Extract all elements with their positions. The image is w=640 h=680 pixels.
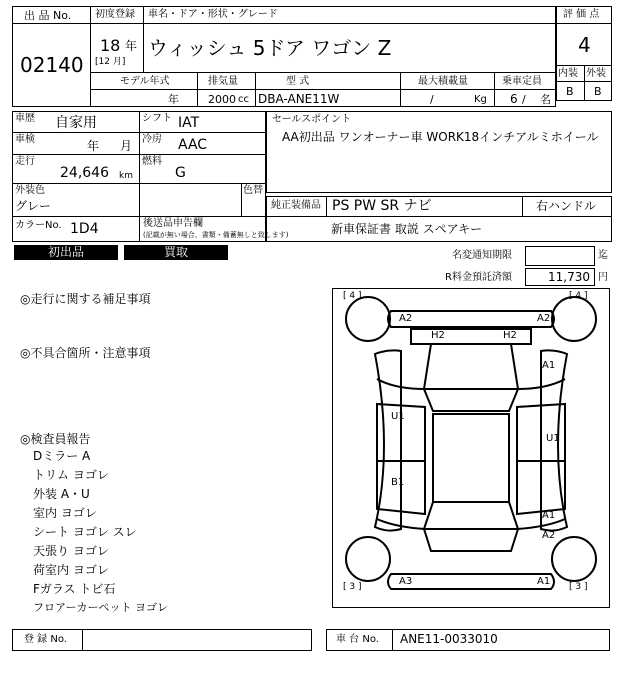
- lot-label: 出 品 No.: [24, 9, 72, 22]
- mark-rear-fender-right-upper: A1: [542, 510, 556, 521]
- aftersend-label: 後送品申告欄: [143, 218, 203, 229]
- notice-field: [525, 246, 595, 266]
- shift-label: シフト: [142, 113, 172, 124]
- interior-label: 内装: [558, 68, 578, 79]
- rear-right-wheel: [552, 537, 596, 581]
- mark-door-rear-left: B1: [391, 477, 405, 488]
- mileage: 24,646: [60, 165, 109, 181]
- ac-label: 冷房: [142, 134, 162, 145]
- aftersend-note: (記載が無い場合、書類・備蓄無しと致します): [143, 231, 289, 239]
- rear-bumper: [388, 574, 554, 589]
- model-type-label: 型 式: [286, 76, 310, 87]
- score: 4: [578, 33, 591, 57]
- tire-front-left: [ 4 ]: [343, 291, 362, 301]
- recycle-amount: 11,730: [548, 270, 590, 284]
- notice-label: 名変通知期限: [452, 250, 512, 261]
- capacity-unit: 名: [540, 93, 551, 106]
- car-diagram: [332, 288, 610, 608]
- inspection-label: 車検: [15, 134, 35, 145]
- reg-year: 18: [100, 36, 121, 55]
- tire-rear-left: [ 3 ]: [343, 582, 362, 592]
- roof: [433, 414, 509, 502]
- inspector-item: 天張り ヨゴレ: [33, 544, 109, 558]
- inspector-item: Dミラー A: [33, 449, 91, 463]
- model-year-unit: 年: [168, 93, 179, 106]
- car-outline-svg: [333, 289, 609, 607]
- capacity-label: 乗車定員: [502, 76, 542, 87]
- mark-door-front-left: U1: [391, 411, 405, 422]
- front-left-wheel: [346, 297, 390, 341]
- inspector-item: シート ヨゴレ スレ: [33, 525, 137, 539]
- car-name: ウィッシュ 5ドア ワゴン Z: [148, 36, 392, 60]
- color: グレー: [15, 199, 52, 213]
- mark-rear-bumper-left: A3: [399, 576, 413, 587]
- warranty: 新車保証書 取説 スペアキー: [331, 222, 483, 236]
- inspector-item: フロアーカーペット ヨゴレ: [33, 601, 168, 614]
- inspector-item: 室内 ヨゴレ: [33, 506, 97, 520]
- displacement: 2000: [208, 93, 236, 106]
- sales-point: AA初出品 ワンオーナー車 WORK18インチアルミホイール: [282, 130, 599, 144]
- tire-front-right: [ 4 ]: [569, 291, 588, 301]
- mark-front-fender-right: A1: [542, 360, 556, 371]
- inspection-month-unit: 月: [120, 139, 133, 153]
- shift: IAT: [178, 115, 200, 131]
- mark-headlamp-right: H2: [503, 330, 517, 341]
- load-slash: /: [430, 93, 434, 106]
- mark-headlamp-left: H2: [431, 330, 445, 341]
- inspector-title: ◎検査員報告: [20, 432, 91, 446]
- model-year-label: モデル年式: [120, 76, 170, 87]
- inspector-item: 外装 A・U: [33, 487, 90, 501]
- inspector-item: Fガラス トビ石: [33, 582, 116, 596]
- color-no-label: カラーNo.: [15, 220, 62, 231]
- chassis-label: 車 台 No.: [336, 634, 379, 645]
- capacity-sep: /: [522, 93, 526, 106]
- defects-title: ◎不具合箇所・注意事項: [20, 346, 151, 360]
- steering: 右ハンドル: [536, 199, 597, 213]
- interior-grade: B: [566, 85, 574, 98]
- equipment-label: 純正装備品: [271, 200, 321, 211]
- lot-number: 02140: [20, 53, 84, 77]
- recycle-label: R料金預託済額: [445, 272, 512, 283]
- mark-rear-bumper-right: A1: [537, 576, 551, 587]
- displacement-label: 排気量: [208, 76, 238, 87]
- left-body-side: [375, 350, 401, 530]
- mark-front-bumper-right: A2: [537, 313, 551, 324]
- mark-door-front-right: U1: [546, 433, 560, 444]
- score-label: 評 価 点: [563, 9, 600, 20]
- mark-rear-fender-right-lower: A2: [542, 530, 556, 541]
- color-no: 1D4: [70, 221, 99, 237]
- fuel: G: [175, 165, 186, 181]
- windshield: [424, 389, 518, 411]
- front-bumper: [388, 311, 554, 327]
- rear-window: [424, 502, 518, 529]
- reg-year-unit: 年: [125, 39, 138, 53]
- purchase-bar: 買取: [124, 245, 228, 260]
- ac: AAC: [178, 137, 208, 153]
- capacity: 6: [510, 92, 518, 106]
- first-reg-label: 初度登録: [95, 9, 135, 20]
- reg-month: [12 月]: [95, 57, 126, 67]
- front-right-wheel: [552, 297, 596, 341]
- hood: [424, 344, 518, 389]
- displacement-unit: cc: [238, 94, 249, 105]
- first-listing-bar: 初出品: [14, 245, 118, 260]
- mileage-label: 走行: [15, 156, 35, 167]
- car-name-label: 車名・ドア・形状・グレード: [148, 9, 278, 20]
- inspector-item: 荷室内 ヨゴレ: [33, 563, 109, 577]
- equipment: PS PW SR ナビ: [332, 198, 432, 214]
- fuel-label: 燃料: [142, 156, 162, 167]
- max-load-label: 最大積載量: [418, 76, 468, 87]
- color-change-label: 色替: [243, 185, 263, 196]
- mileage-unit: km: [119, 171, 133, 181]
- load-unit: Kg: [474, 94, 487, 105]
- exterior-grade: B: [594, 85, 602, 98]
- notice-suffix: 迄: [598, 250, 608, 261]
- tire-rear-right: [ 3 ]: [569, 582, 588, 592]
- chassis-number: ANE11-0033010: [400, 632, 498, 646]
- sales-point-label: セールスポイント: [272, 114, 352, 125]
- model-code: DBA-ANE11W: [258, 92, 340, 106]
- color-label: 外装色: [15, 185, 45, 196]
- rear-left-wheel: [346, 537, 390, 581]
- history: 自家用: [55, 115, 97, 131]
- recycle-unit: 円: [598, 272, 608, 283]
- tailgate: [424, 529, 518, 551]
- exterior-label: 外装: [586, 68, 606, 79]
- registration-label: 登 録 No.: [24, 634, 67, 645]
- history-label: 車歴: [15, 113, 35, 124]
- inspection-year-unit: 年: [87, 139, 100, 153]
- inspector-item: トリム ヨゴレ: [33, 468, 109, 482]
- supplement-title: ◎走行に関する補足事項: [20, 292, 151, 306]
- mark-front-bumper-left: A2: [399, 313, 413, 324]
